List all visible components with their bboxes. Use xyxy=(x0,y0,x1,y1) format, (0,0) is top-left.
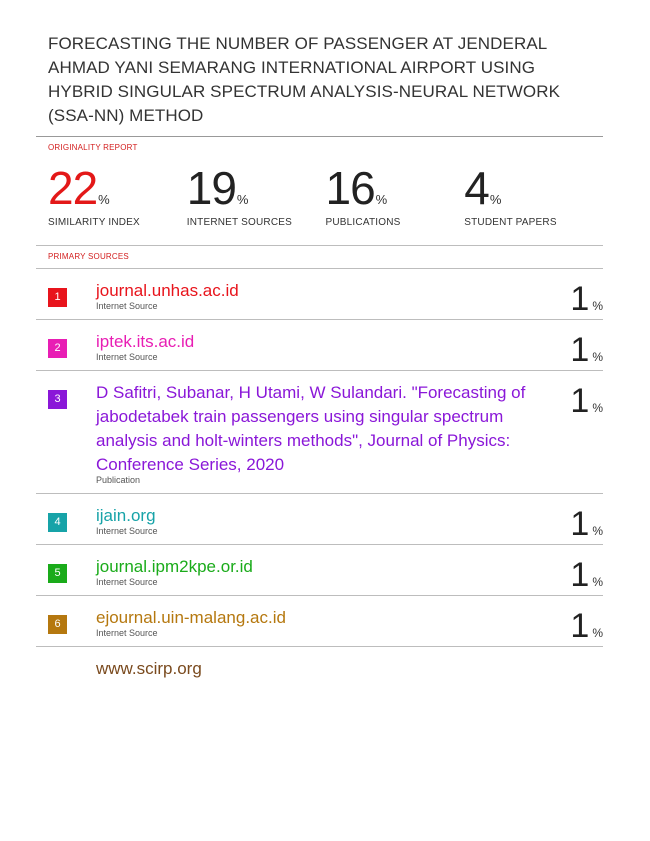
stat-unit: % xyxy=(375,192,388,207)
source-list xyxy=(48,269,603,647)
stat-caption: INTERNET SOURCES xyxy=(186,217,293,228)
source-name[interactable]: journal.ipm2kpe.or.id xyxy=(96,557,253,576)
source-score-value: 1 xyxy=(570,280,590,318)
source-index-badge: 6 xyxy=(48,615,67,634)
source-item xyxy=(48,545,603,595)
stat-value: 19 xyxy=(186,162,236,214)
stat-unit: % xyxy=(98,192,110,207)
source-score xyxy=(570,555,603,595)
source-item xyxy=(48,596,603,646)
primary-sources-label: PRIMARY SOURCES xyxy=(48,252,129,261)
source-item xyxy=(48,320,603,370)
source-index-badge: 4 xyxy=(48,513,67,532)
source-score-value: 1 xyxy=(570,505,590,543)
stat-caption: STUDENT PAPERS xyxy=(464,217,557,228)
source-index-badge: 3 xyxy=(48,390,67,409)
source-score-unit: % xyxy=(592,350,603,364)
source-score-unit: % xyxy=(592,524,603,538)
source-name[interactable]: D Safitri, Subanar, H Utami, W Sulandari. "Forecasting of jabodetabek train passengers using singular spectrum analysis and holt-winters methods", Journal of Physics: Conference Series, 2020 xyxy=(96,383,526,474)
source-score-value: 1 xyxy=(570,607,590,645)
source-type: Internet Source xyxy=(96,526,158,536)
report-page xyxy=(48,32,603,679)
originality-report-label: ORIGINALITY REPORT xyxy=(48,143,138,152)
source-item xyxy=(48,269,603,319)
stat-internet-sources xyxy=(186,162,326,245)
source-score-unit: % xyxy=(592,401,603,415)
stat-publications xyxy=(325,162,465,245)
source-type: Internet Source xyxy=(96,577,158,587)
stat-caption: PUBLICATIONS xyxy=(325,217,401,228)
source-name[interactable]: ejournal.uin-malang.ac.id xyxy=(96,608,286,627)
source-score xyxy=(570,606,603,646)
source-name[interactable]: journal.unhas.ac.id xyxy=(96,281,239,300)
stat-value: 4 xyxy=(464,162,489,214)
stat-unit: % xyxy=(236,192,249,207)
stat-similarity-index xyxy=(48,162,187,245)
stat-value: 22 xyxy=(48,162,98,214)
originality-stats xyxy=(48,159,603,245)
source-score xyxy=(570,279,603,319)
source-type: Publication xyxy=(96,475,141,485)
source-score xyxy=(570,381,603,421)
source-score xyxy=(570,330,603,370)
source-score-value: 1 xyxy=(570,331,590,369)
source-index-badge: 1 xyxy=(48,288,67,307)
stat-value: 16 xyxy=(325,162,375,214)
source-index-badge: 2 xyxy=(48,339,67,358)
source-score-value: 1 xyxy=(570,382,590,420)
footer-link[interactable]: www.scirp.org xyxy=(96,659,202,678)
stat-student-papers xyxy=(464,162,603,245)
source-score xyxy=(570,504,603,544)
source-item xyxy=(48,371,603,493)
source-type: Internet Source xyxy=(96,628,158,638)
source-score-unit: % xyxy=(592,626,603,640)
source-index-badge: 5 xyxy=(48,564,67,583)
source-type: Internet Source xyxy=(96,352,158,362)
source-name[interactable]: iptek.its.ac.id xyxy=(96,332,195,351)
source-item xyxy=(48,494,603,544)
document-title: FORECASTING THE NUMBER OF PASSENGER AT JENDERAL AHMAD YANI SEMARANG INTERNATIONAL AIRPORT USING HYBRID SINGULAR SPECTRUM ANALYSIS-NEURAL NETWORK (SSA-NN) METHOD xyxy=(48,34,561,125)
source-name[interactable]: ijain.org xyxy=(96,506,156,525)
source-type: Internet Source xyxy=(96,301,158,311)
source-score-unit: % xyxy=(592,575,603,589)
source-score-value: 1 xyxy=(570,556,590,594)
source-score-unit: % xyxy=(592,299,603,313)
stat-unit: % xyxy=(489,192,502,207)
stat-caption: SIMILARITY INDEX xyxy=(48,217,140,228)
